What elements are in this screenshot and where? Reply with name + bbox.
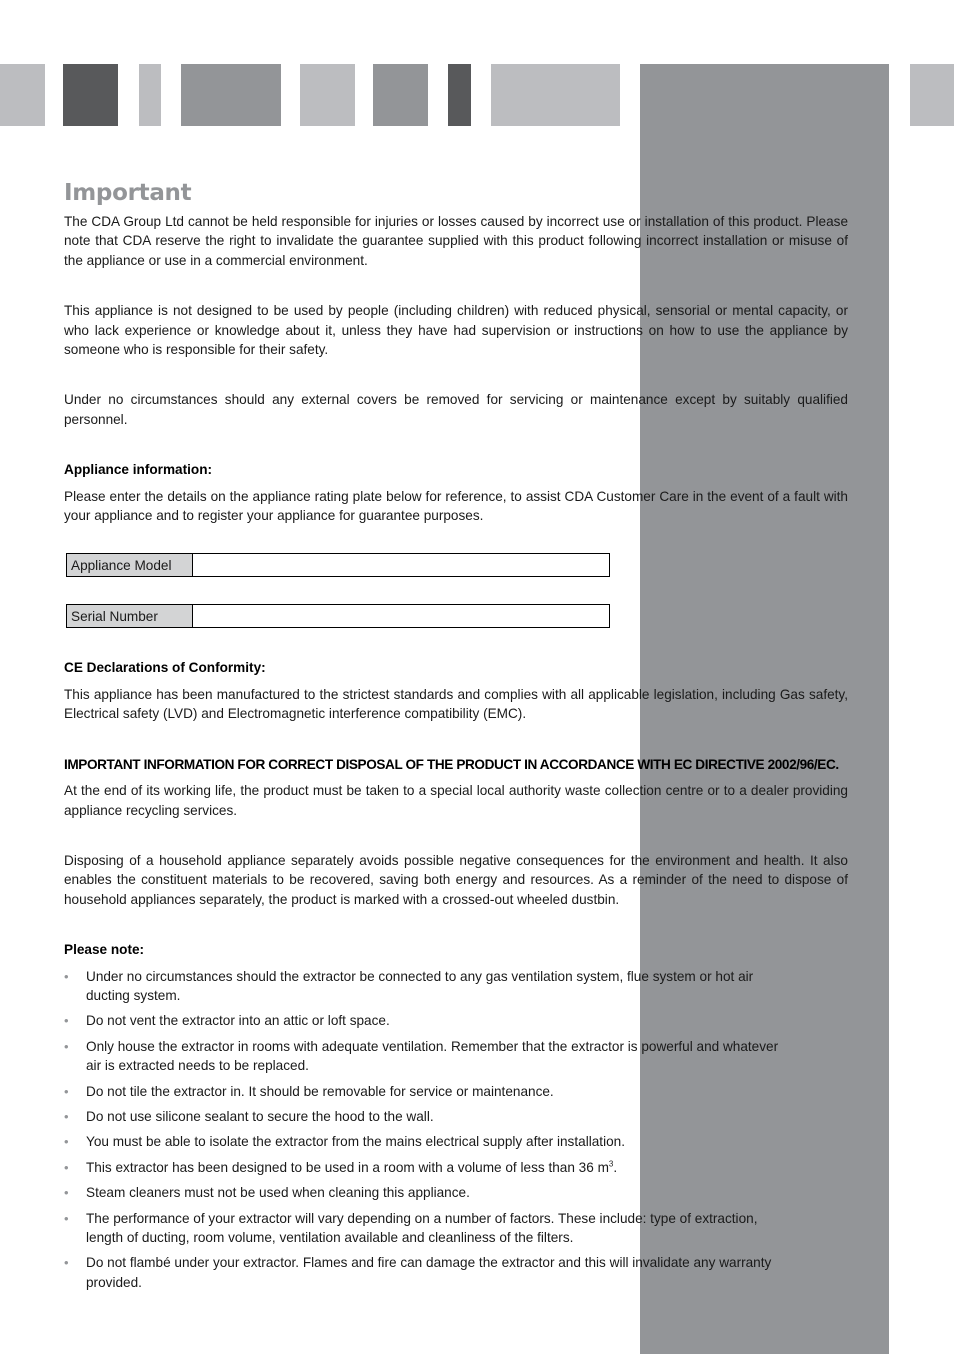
appliance-model-label: Appliance Model <box>67 554 193 576</box>
list-item-text: Steam cleaners must not be used when cleaning this appliance. <box>86 1185 470 1201</box>
header-bar-3 <box>139 64 161 126</box>
list-item <box>64 967 794 1006</box>
list-item-text: Do not flambé under your extractor. Flames and fire can damage the extractor and this will invalidate any warranty provided. <box>86 1255 772 1290</box>
list-item <box>64 1158 794 1177</box>
list-item-text: Do not vent the extractor into an attic or loft space. <box>86 1013 390 1029</box>
volume-superscript: 3 <box>608 1159 614 1169</box>
list-item <box>64 1253 794 1292</box>
list-item-text: Do not tile the extractor in. It should be removable for service or maintenance. <box>86 1083 554 1099</box>
header-bar-7 <box>448 64 471 126</box>
bullet-icon: • <box>64 1185 69 1201</box>
ce-heading: CE Declarations of Conformity: <box>64 660 266 676</box>
bullet-icon: • <box>64 968 69 984</box>
please-note-heading: Please note: <box>64 942 145 958</box>
intro-paragraph-1: The CDA Group Ltd cannot be held responsible for injuries or losses caused by incorrect use or installation of this product. Please note that CDA reserve the right to invalidate the guarantee supplied with this product following incorrect installation or misuse of the appliance or use in a commercial environment. <box>64 214 848 268</box>
bullet-icon: • <box>64 1108 69 1124</box>
list-item <box>64 1082 794 1101</box>
serial-number-label: Serial Number <box>67 605 193 627</box>
intro-paragraph-2: This appliance is not designed to be used by people (including children) with reduced physical, sensorial or mental capacity, or who lack experience or knowledge about it, unless they have had supervision or instructions on how to use the appliance by someone who is responsible for their safety. <box>64 303 848 358</box>
volume-suffix: . <box>613 1159 618 1175</box>
please-note-list <box>64 967 794 1293</box>
list-item <box>64 1037 794 1076</box>
page-title: Important <box>64 180 192 206</box>
list-item <box>64 1209 794 1248</box>
serial-number-field <box>66 604 610 628</box>
bullet-icon: • <box>64 1255 69 1271</box>
list-item <box>64 1132 794 1151</box>
bullet-icon: • <box>64 1210 69 1226</box>
intro-paragraph-3: Under no circumstances should any external covers be removed for servicing or maintenance except by suitably qualified personnel. <box>64 392 848 427</box>
list-item-text: Under no circumstances should the extractor be connected to any gas ventilation system, flue system or hot air ducting system. <box>86 968 754 1003</box>
appliance-model-field <box>66 553 610 577</box>
header-bar-9 <box>910 64 954 126</box>
list-item-text: You must be able to isolate the extractor from the mains electrical supply after installation. <box>86 1134 625 1150</box>
header-bar-8 <box>491 64 620 126</box>
appliance-info-text: Please enter the details on the appliance rating plate below for reference, to assist CDA Customer Care in the event of a fault with your appliance and to register your appliance for guarantee purposes. <box>64 488 848 524</box>
list-item <box>64 1011 794 1030</box>
list-item <box>64 1183 794 1202</box>
header-bar-5 <box>300 64 355 126</box>
bullet-icon: • <box>64 1134 69 1150</box>
page-content <box>64 180 848 1298</box>
header-bar-6 <box>373 64 428 126</box>
header-bar-1 <box>0 64 45 126</box>
list-item-text: This extractor has been designed to be used in a room with a volume of less than 36 m <box>86 1159 609 1175</box>
bullet-icon: • <box>64 1013 69 1029</box>
disposal-heading: IMPORTANT INFORMATION FOR CORRECT DISPOSAL OF THE PRODUCT IN ACCORDANCE WITH EC DIRECTIVE 2002/96/EC. <box>64 756 839 772</box>
disposal-text-2: Disposing of a household appliance separately avoids possible negative consequences for the environment and health. It also enables the constituent materials to be recovered, saving both energy and resources. As a reminder of the need to dispose of household appliances separately, the product is marked with a crossed-out wheeled dustbin. <box>64 852 848 907</box>
bullet-icon: • <box>64 1159 69 1175</box>
disposal-text-1: At the end of its working life, the product must be taken to a special local authority waste collection centre or to a dealer providing appliance recycling services. <box>64 783 848 818</box>
header-bar-4 <box>181 64 281 126</box>
list-item-text: Only house the extractor in rooms with adequate ventilation. Remember that the extractor is powerful and whatever air is extracted needs to be replaced. <box>86 1038 779 1074</box>
appliance-model-value[interactable] <box>193 554 609 576</box>
appliance-info-heading: Appliance information: <box>64 462 213 478</box>
serial-number-value[interactable] <box>193 605 609 627</box>
ce-text: This appliance has been manufactured to the strictest standards and complies with all applicable legislation, including Gas safety, Electrical safety (LVD) and Electromagnetic interference compatibility (EMC). <box>64 686 848 722</box>
list-item-text: The performance of your extractor will vary depending on a number of factors. These include: type of extraction, length of ducting, room volume, ventilation available and cleanliness of the filters. <box>86 1210 758 1245</box>
list-item <box>64 1107 794 1126</box>
bullet-icon: • <box>64 1083 69 1099</box>
header-bar-2 <box>63 64 118 126</box>
list-item-text: Do not use silicone sealant to secure the hood to the wall. <box>86 1108 434 1124</box>
bullet-icon: • <box>64 1038 69 1054</box>
